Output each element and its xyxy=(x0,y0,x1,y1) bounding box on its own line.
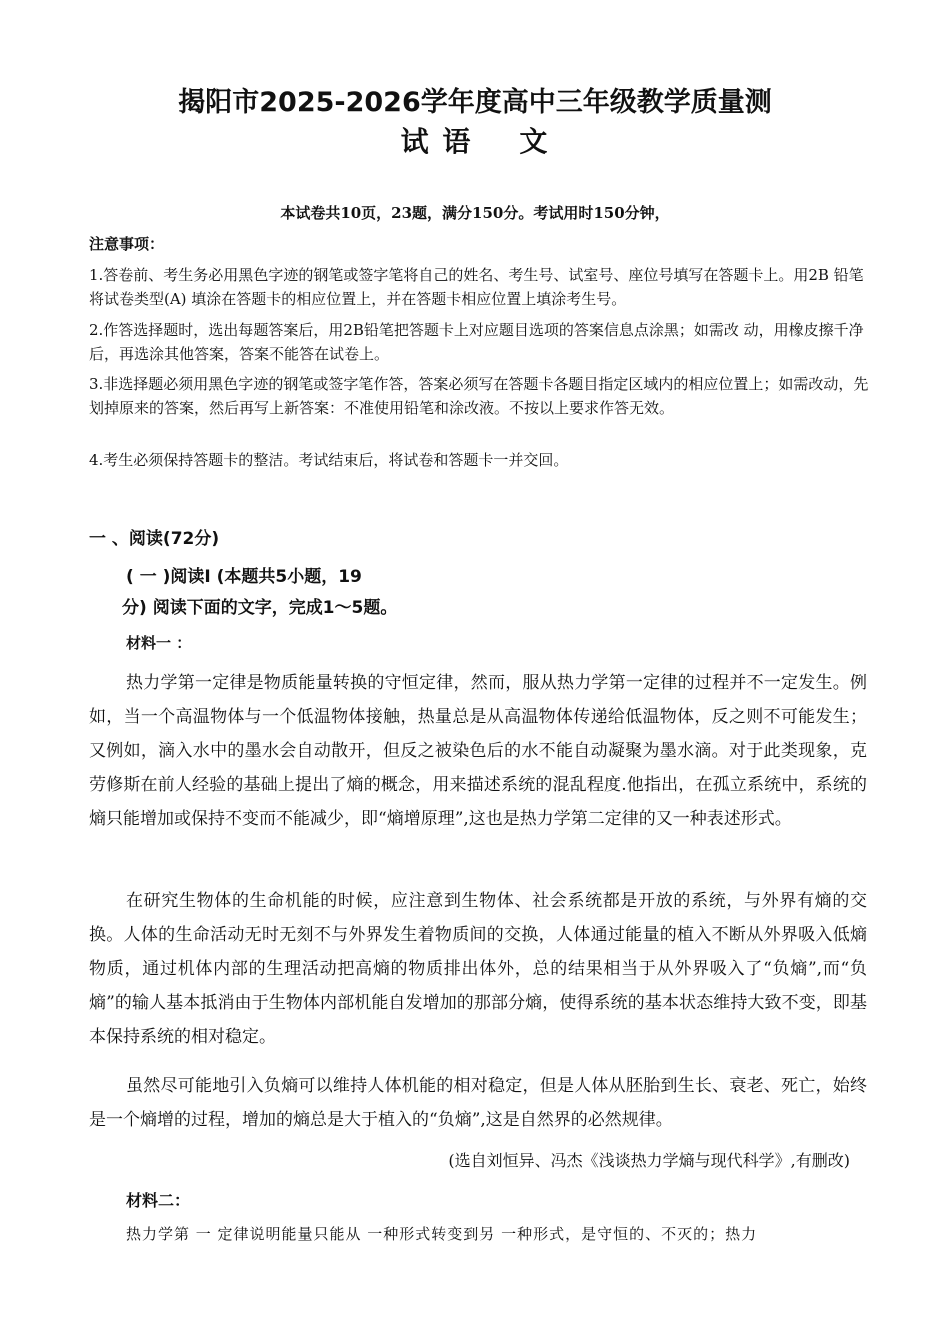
notice-item-2: 2.作答选择题时，选出每题答案后，用2B铅笔把答题卡上对应题目选项的答案信息点涂黑；如需改 动，用橡皮擦千净后，再选涂其他答案，答案不能答在试卷上。 xyxy=(89,321,864,363)
notice-item-3: 3.非选择题必须用黑色字迹的钢笔或签字笔作答，答案必须写在答题卡各题目指定区域内的相应位置上；如需改动，先划掉原来的答案，然后再写上新答案：不准使用铅笔和涂改液。不按以上要求作答无效。 xyxy=(89,375,869,417)
paragraph-1: 热力学第一定律是物质能量转换的守恒定律，然而，服从热力学第一定律的过程并不一定发生。例如，当一个高温物体与一个低温物体接触，热量总是从高温物体传递给低温物体，反之则不可能发生；又例如，滴入水中的墨水会自动散开，但反之被染色后的水不能自动凝聚为墨水滴。对于此类现象，克劳修斯在前人经验的基础上提出了熵的概念，用来描述系统的混乱程度.他指出，在孤立系统中，系统的熵只能增加或保持不变而不能减少，即“熵增原理”,这也是热力学第二定律的又一种表述形式。 xyxy=(89,673,867,829)
material-1-label: 材料一 ： xyxy=(126,634,192,652)
paragraph-2: 在研究生物体的生命机能的时候，应注意到生物体、社会系统都是开放的系统，与外界有熵的交换。人体的生命活动无时无刻不与外界发生着物质间的交换，人体通过能量的植入不断从外界吸入低熵物质，通过机体内部的生理活动把高熵的物质排出体外，总的结果相当于从外界吸入了“负熵”,而“负熵”的输人基本抵消由于生物体内部机能自发增加的那部分熵，使得系统的基本状态维持大致不变，即基本保持系统的相对稳定。 xyxy=(89,891,867,1047)
section-title: 一 、阅读(72分) xyxy=(89,529,220,549)
subsection-title xyxy=(122,562,456,624)
notice-item-1: 1.答卷前、考生务必用黑色字迹的钢笔或签字笔将自己的姓名、考生号、试室号、座位号填写在答题卡上。用2B 铅笔将试卷类型(A) 填涂在答题卡的相应位置上，并在答题卡相应位置上填涂考生号。 xyxy=(89,266,864,308)
exam-info: 本试卷共10页，23题，满分150分。考试用时150分钟， xyxy=(280,204,670,222)
exam-title: 揭阳市2025-2026学年度高中三年级教学质量测 xyxy=(178,87,772,118)
material-2-text: 热力学第 一 定律说明能量只能从 一种形式转变到另 一种形式，是守恒的、不灭的；热力 xyxy=(126,1225,758,1243)
paragraph-3: 虽然尽可能地引入负熵可以维持人体机能的相对稳定，但是人体从胚胎到生长、衰老、死亡，始终是一个熵增的过程，增加的熵总是大于植入的“负熵”,这是自然界的必然规律。 xyxy=(89,1076,867,1130)
source-citation: (选自刘恒异、冯杰《浅谈热力学熵与现代科学》,有删改) xyxy=(448,1151,850,1170)
notice-heading: 注意事项： xyxy=(89,235,165,253)
exam-subject: 试 语 文 xyxy=(400,125,550,158)
notice-item-4: 4.考生必须保持答题卡的整洁。考试结束后，将试卷和答题卡一并交回。 xyxy=(89,451,569,469)
material-2-label: 材料二： xyxy=(126,1191,191,1210)
subsection-line-2: 分) 阅读下面的文字，完成1～5题。 xyxy=(122,598,398,618)
subsection-line-1: ( 一 )阅读Ⅰ (本题共5小题，19 xyxy=(126,567,362,587)
